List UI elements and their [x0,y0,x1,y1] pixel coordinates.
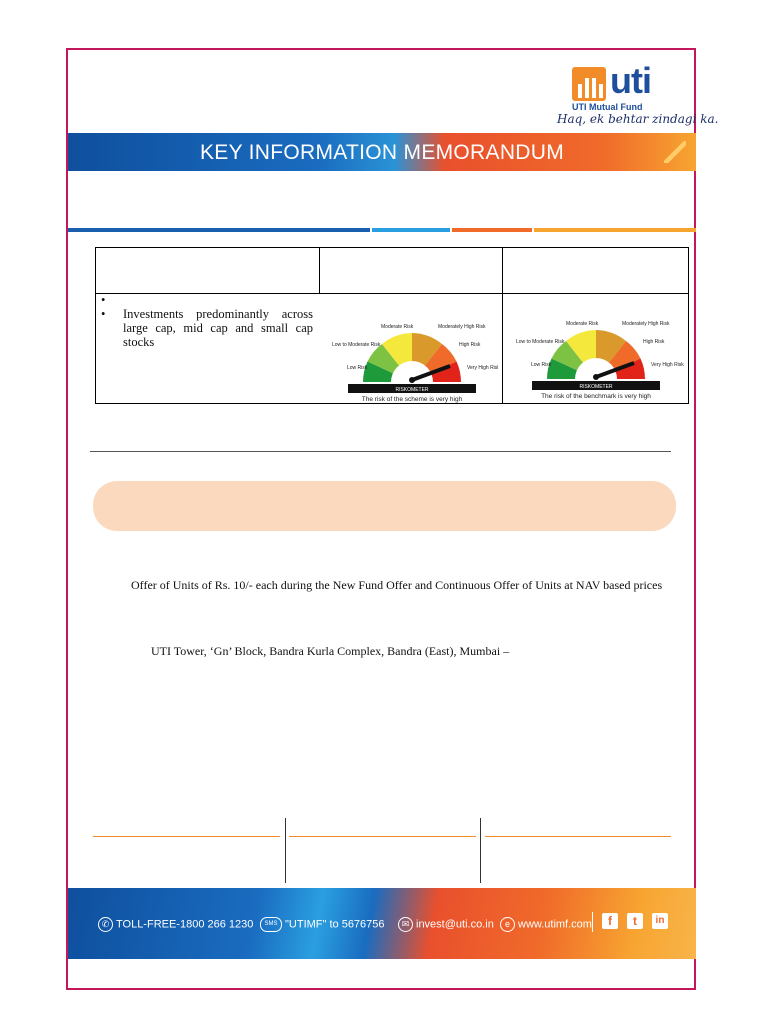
label-high: High Risk [643,339,665,345]
benchmark-riskometer [506,306,686,403]
table-header-cell [96,248,320,294]
twitter-icon[interactable]: t [627,913,643,929]
footer-separator [592,912,593,932]
column-rule [289,836,476,837]
logo-word: uti [610,60,651,101]
website-link[interactable] [500,917,592,932]
column-separator [285,818,286,883]
highlight-box [93,481,676,531]
facebook-icon[interactable]: f [602,913,618,929]
column-rule [93,836,280,837]
list-item-text: Investments predominantly across large cap, mid cap and small cap stocks [123,307,313,349]
scheme-riskometer [326,308,498,403]
logo-tagline: Haq, ek behtar zindagi ka. [557,112,719,126]
divider-stripe-lightblue [372,228,450,232]
label-low-to-moderate: Low to Moderate Risk [332,342,381,348]
label-moderately-high: Moderately High Risk [622,321,670,327]
product-label-table [95,247,689,404]
riskometer-caption: The risk of the scheme is very high [361,396,463,403]
title-banner [68,133,696,171]
riskometer-title: RISKOMETER [395,387,429,393]
label-moderate: Moderate Risk [381,324,414,330]
riskometer-caption: The risk of the benchmark is very high [541,393,651,400]
sms-contact[interactable] [260,917,385,932]
logo-name: UTI Mutual Fund [572,102,643,112]
uti-emblem-icon [572,67,606,101]
list-item [101,293,313,307]
label-low: Low Risk [347,365,368,371]
toll-free-contact[interactable] [98,917,253,932]
phone-icon: ✆ [98,917,113,932]
table-header-cell [320,248,503,294]
label-very-high: Very High Risk [651,362,684,368]
divider-stripe-orange [452,228,532,232]
label-high: High Risk [459,342,481,348]
offer-statement: Offer of Units of Rs. 10/- each during the New Fund Offer and Continuous Offer of Units at NAV based prices [131,578,663,592]
banner-accent [664,141,686,163]
bullet-icon: • [101,293,106,307]
email-icon: ✉ [398,917,413,932]
column-rule [485,836,671,837]
website-text: www.utimf.com [518,918,592,931]
document-title: KEY INFORMATION MEMORANDUM [199,141,565,164]
divider-stripe-blue [68,228,370,232]
toll-free-text: TOLL-FREE-1800 266 1230 [116,918,254,931]
column-separator [480,818,481,883]
linkedin-icon[interactable]: in [652,913,668,929]
table-header-cell [503,248,689,294]
globe-icon: e [500,917,515,932]
riskometer-title: RISKOMETER [579,384,613,390]
email-contact[interactable] [398,917,494,932]
sms-icon: SMS [260,917,282,932]
registered-address: UTI Tower, ‘Gn’ Block, Bandra Kurla Complex, Bandra (East), Mumbai – [151,644,510,658]
uti-logo [557,60,719,130]
label-low: Low Risk [531,362,552,368]
label-low-to-moderate: Low to Moderate Risk [516,339,565,345]
label-moderately-high: Moderately High Risk [438,324,486,330]
label-moderate: Moderate Risk [566,321,599,327]
section-divider [90,451,671,452]
scheme-suitability-list [101,293,313,349]
label-very-high: Very High Risk [467,365,498,371]
list-item [101,307,313,349]
email-text: invest@uti.co.in [416,918,494,931]
contact-footer [68,888,696,959]
bullet-icon: • [101,307,106,321]
divider-stripe-yellow [534,228,696,232]
sms-text: "UTIMF" to 5676756 [285,918,385,931]
